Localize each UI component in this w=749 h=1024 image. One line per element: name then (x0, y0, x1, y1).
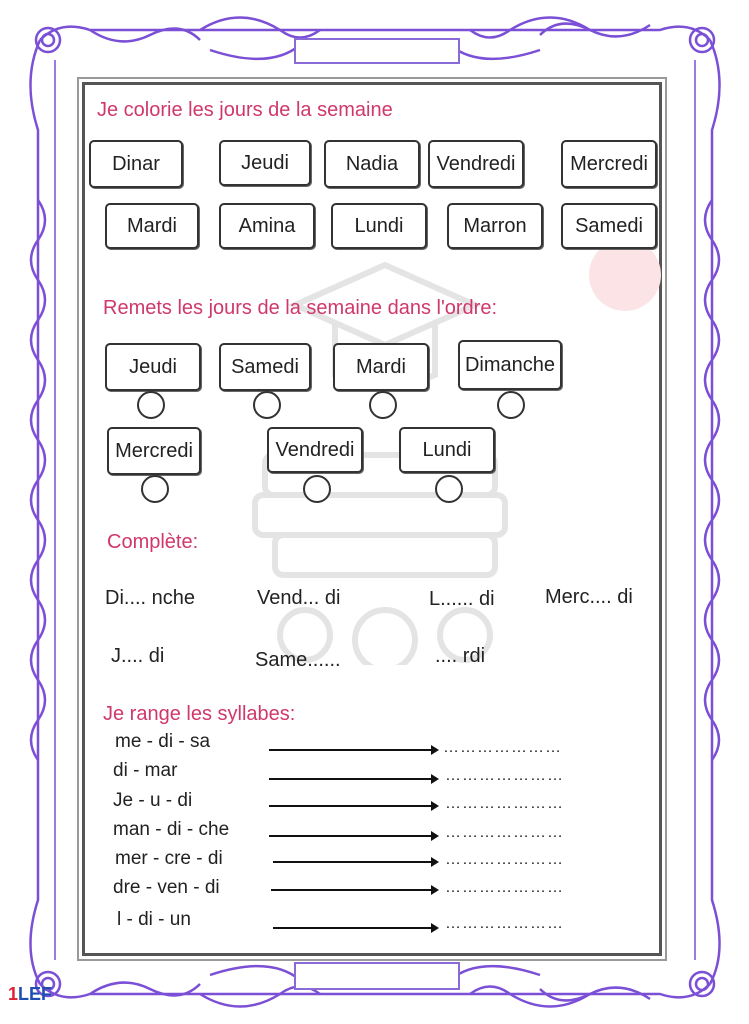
word-box[interactable]: Dinar (89, 140, 183, 188)
word-box[interactable]: Amina (219, 203, 315, 249)
syllable-row: di - mar (113, 760, 178, 781)
arrow-icon (269, 749, 437, 751)
complete-item: .... rdi (435, 645, 486, 667)
complete-item: Same...... (255, 649, 341, 671)
section-title-syllabes: Je range les syllabes: (103, 703, 296, 725)
answer-line[interactable]: ………………… (445, 851, 564, 868)
word-box[interactable]: Mercredi (107, 427, 201, 475)
complete-item: L...... di (429, 588, 495, 610)
order-circle[interactable] (141, 475, 169, 503)
arrow-icon (271, 889, 437, 891)
complete-item: Di.... nche (105, 587, 196, 609)
syllable-row: man - di - che (113, 819, 230, 840)
arrow-icon (269, 835, 437, 837)
order-circle[interactable] (497, 391, 525, 419)
syllable-row: me - di - sa (115, 731, 211, 752)
arrow-icon (273, 861, 437, 863)
syllable-row: Je - u - di (113, 790, 193, 811)
arrow-icon (269, 778, 437, 780)
complete-item: Vend... di (257, 587, 341, 609)
answer-line[interactable]: ………………… (445, 824, 564, 841)
section-title-remets: Remets les jours de la semaine dans l'ordre: (103, 297, 498, 319)
order-circle[interactable] (137, 391, 165, 419)
word-box[interactable]: Vendredi (267, 427, 363, 473)
word-box[interactable]: Dimanche (458, 340, 562, 390)
arrow-icon (269, 805, 437, 807)
complete-item: Merc.... di (545, 586, 633, 608)
word-box[interactable]: Nadia (324, 140, 420, 188)
logo-suffix: LEF (18, 984, 53, 1004)
word-box[interactable]: Jeudi (219, 140, 311, 186)
arrow-icon (273, 927, 437, 929)
word-box[interactable]: Mardi (105, 203, 199, 249)
word-box[interactable]: Samedi (561, 203, 657, 249)
section-title-colorie: Je colorie les jours de la semaine (97, 99, 393, 121)
word-box[interactable]: Mercredi (561, 140, 657, 188)
top-label-box (294, 38, 460, 64)
order-circle[interactable] (303, 475, 331, 503)
answer-line[interactable]: ………………… (445, 879, 564, 896)
word-box[interactable]: Mardi (333, 343, 429, 391)
syllable-row: dre - ven - di (113, 877, 220, 898)
answer-line[interactable]: ………………… (445, 767, 564, 784)
order-circle[interactable] (369, 391, 397, 419)
answer-line[interactable]: ………………… (445, 915, 564, 932)
bottom-label-box (294, 962, 460, 990)
word-box[interactable]: Lundi (399, 427, 495, 473)
word-box[interactable]: Vendredi (428, 140, 524, 188)
order-circle[interactable] (435, 475, 463, 503)
logo-prefix: 1 (8, 984, 19, 1004)
site-logo (8, 984, 52, 1005)
section-title-complete: Complète: (107, 531, 199, 553)
answer-line[interactable]: ………………… (443, 739, 562, 756)
answer-line[interactable]: ………………… (445, 795, 564, 812)
complete-item: J.... di (111, 645, 165, 667)
syllable-row: mer - cre - di (115, 848, 223, 869)
order-circle[interactable] (253, 391, 281, 419)
word-box[interactable]: Samedi (219, 343, 311, 391)
syllable-row: l - di - un (117, 909, 191, 930)
word-box[interactable]: Jeudi (105, 343, 201, 391)
worksheet (82, 82, 662, 956)
word-box[interactable]: Lundi (331, 203, 427, 249)
word-box[interactable]: Marron (447, 203, 543, 249)
